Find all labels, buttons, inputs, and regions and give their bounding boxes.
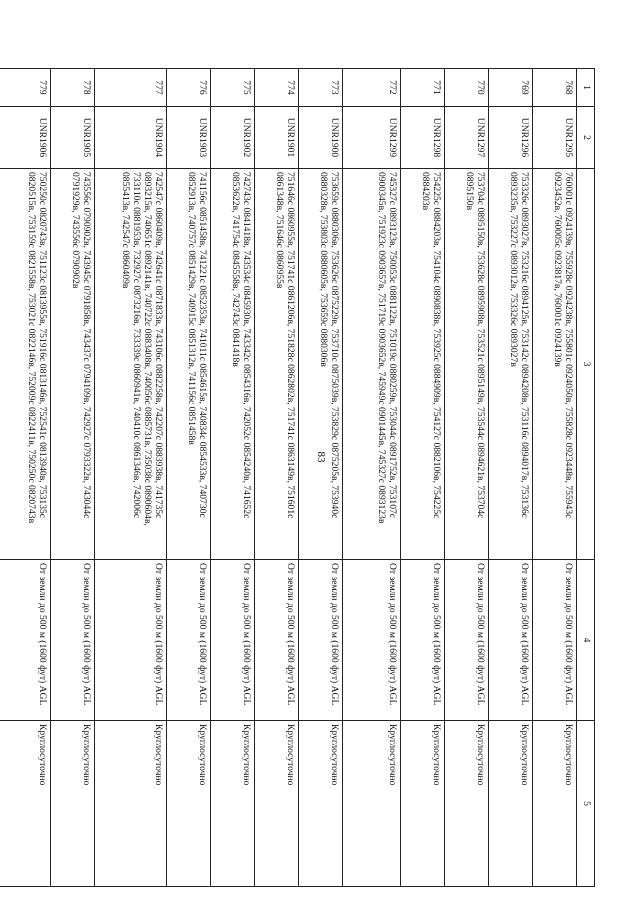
zone-code: UNR1904 xyxy=(95,107,167,169)
zone-coordinates: 753704с 0895150в, 753628с 0895908в, 753521с 0895149в, 753544с 0894621в, 753704с 0895150в xyxy=(445,169,489,560)
table-row xyxy=(299,69,343,887)
zone-altitude: От земли до 500 м (1600 фут) AGL xyxy=(255,560,299,721)
zone-coordinates: 742547с 0860409в, 742641с 0871833в, 743106с 0882258в, 742207с 0883938в, 741735с 0893215в, 740651с 0892141в, 740722с 0883408в, 740056с 0885731в, 735038с 0890604в, 733110с 0881953в, 732927с 0873216в, 733339с 0860941в, 740410с 0861346в, 742006с 0855413в, 742547с 0860409в xyxy=(95,169,167,560)
zone-time: Круглосуточно xyxy=(51,721,95,887)
table-row xyxy=(489,69,533,887)
zone-altitude: От земли до 500 м (1600 фут) AGL xyxy=(95,560,167,721)
table-row xyxy=(95,69,167,887)
zone-time: Круглосуточно xyxy=(211,721,255,887)
zone-altitude: От земли до 500 м (1600 фут) AGL xyxy=(489,560,533,721)
zone-coordinates: 745327с 0893123в, 750053с 0881122в, 751019с 0880259в, 753044с 0891752в, 753107с 0900345в, 751923с 0903657в, 751719с 0903652в, 745949с 0901445в, 745327с 0893123в xyxy=(343,169,401,560)
table-row xyxy=(51,69,95,887)
row-number: 768 xyxy=(533,69,577,107)
zone-coordinates: 753659с 0880306в, 753626с 0875229в, 753710с 0875039в, 753829с 0875205в, 753940с 0880328в, 753803с 0880605в, 753659с 0880306в xyxy=(299,169,343,560)
zone-time: Круглосуточно xyxy=(255,721,299,887)
zone-altitude: От земли до 500 м (1600 фут) AGL xyxy=(445,560,489,721)
header-col-4: 4 xyxy=(577,560,595,721)
zone-code: UNR1296 xyxy=(489,107,533,169)
zone-altitude: От земли до 500 м (1600 фут) AGL xyxy=(343,560,401,721)
zone-code: UNR1295 xyxy=(533,107,577,169)
zone-altitude: От земли до 500 м (1600 фут) AGL xyxy=(51,560,95,721)
zone-time: Круглосуточно xyxy=(0,721,51,887)
zone-coordinates: 750250с 0820743в, 751123с 0813955в, 751916с 0813146в, 752541с 0813940в, 753135с 0820515в, 753159с 0821558в, 753021с 0822146в, 752009с 0822411в, 750250с 0820743в xyxy=(0,169,51,560)
zone-code: UNR1903 xyxy=(167,107,211,169)
zone-coordinates: 743556с 0790902в, 743945с 0791858в, 743437с 0794109в, 742927с 0793322в, 743044с 0791929в, 743556с 0790902в xyxy=(51,169,95,560)
row-number: 770 xyxy=(445,69,489,107)
zone-coordinates: 751646с 0860955в, 751741с 0861206в, 751828с 0862802в, 751741с 0863149в, 751601с 0861348в, 751646с 0860955в xyxy=(255,169,299,560)
row-number: 775 xyxy=(211,69,255,107)
zone-time: Круглосуточно xyxy=(401,721,445,887)
header-col-2: 2 xyxy=(577,107,595,169)
header-col-3: 3 xyxy=(577,169,595,560)
row-number: 772 xyxy=(343,69,401,107)
table-row xyxy=(445,69,489,887)
row-number: 771 xyxy=(401,69,445,107)
zone-code: UNR1297 xyxy=(445,107,489,169)
row-number: 776 xyxy=(167,69,211,107)
zone-coordinates: 754225с 0884203в, 754104с 0890838в, 753925с 0884909в, 754127с 0882106в, 754225с 0884203в xyxy=(401,169,445,560)
zone-time: Круглосуточно xyxy=(95,721,167,887)
zone-time: Круглосуточно xyxy=(343,721,401,887)
zone-time: Круглосуточно xyxy=(167,721,211,887)
zone-altitude: От земли до 500 м (1600 фут) AGL xyxy=(533,560,577,721)
table-row xyxy=(343,69,401,887)
zone-time: Круглосуточно xyxy=(299,721,343,887)
header-col-1: 1 xyxy=(577,69,595,107)
zone-time: Круглосуточно xyxy=(489,721,533,887)
zone-code: UNR1298 xyxy=(401,107,445,169)
airspace-zones-table xyxy=(0,68,595,887)
table-row xyxy=(211,69,255,887)
zone-coordinates: 753326с 0893027в, 753216с 0894125в, 753142с 0894208в, 753116с 0894017в, 753136с 0893235в, 753227с 0893012в, 753326с 0893027в xyxy=(489,169,533,560)
row-number: 774 xyxy=(255,69,299,107)
zone-coordinates: 742743с 0841418в, 743534с 0845930в, 743342с 0854316в, 742052с 0854240в, 741652с 0853622в, 741754с 0845558в, 742743с 0841418в xyxy=(211,169,255,560)
zone-code: UNR1902 xyxy=(211,107,255,169)
zone-code: UNR1900 xyxy=(299,107,343,169)
table-header-row xyxy=(577,69,595,887)
zone-altitude: От земли до 500 м (1600 фут) AGL xyxy=(299,560,343,721)
page-number: 83 xyxy=(315,451,327,463)
row-number: 773 xyxy=(299,69,343,107)
zone-code: UNR1906 xyxy=(0,107,51,169)
zone-coordinates: 760001с 0924139в, 755928с 0924238в, 755801с 0924050в, 755828с 0923448в, 755943с 0923452в, 760005с 0923817в, 760001с 0924139в xyxy=(533,169,577,560)
zone-code: UNR1901 xyxy=(255,107,299,169)
table-row xyxy=(0,69,51,887)
zone-altitude: От земли до 500 м (1600 фут) AGL xyxy=(0,560,51,721)
rotated-table-container xyxy=(26,68,595,886)
zone-coordinates: 741156с 0851458в, 741221с 0852353в, 741011с 0854615в, 740834с 0854533в, 740730с 0852913в, 740757с 0851429в, 740915с 0851312в, 741156с 0851458в xyxy=(167,169,211,560)
zone-altitude: От земли до 500 м (1600 фут) AGL xyxy=(167,560,211,721)
zone-altitude: От земли до 500 м (1600 фут) AGL xyxy=(211,560,255,721)
zone-time: Круглосуточно xyxy=(533,721,577,887)
zone-code: UNR1299 xyxy=(343,107,401,169)
zone-code: UNR1905 xyxy=(51,107,95,169)
zone-altitude: От земли до 500 м (1600 фут) AGL xyxy=(401,560,445,721)
header-col-5: 5 xyxy=(577,721,595,887)
table-row xyxy=(167,69,211,887)
row-number: 778 xyxy=(51,69,95,107)
row-number: 769 xyxy=(489,69,533,107)
row-number: 777 xyxy=(95,69,167,107)
zone-time: Круглосуточно xyxy=(445,721,489,887)
table-row xyxy=(401,69,445,887)
row-number: 779 xyxy=(0,69,51,107)
table-row xyxy=(255,69,299,887)
table-row xyxy=(533,69,577,887)
